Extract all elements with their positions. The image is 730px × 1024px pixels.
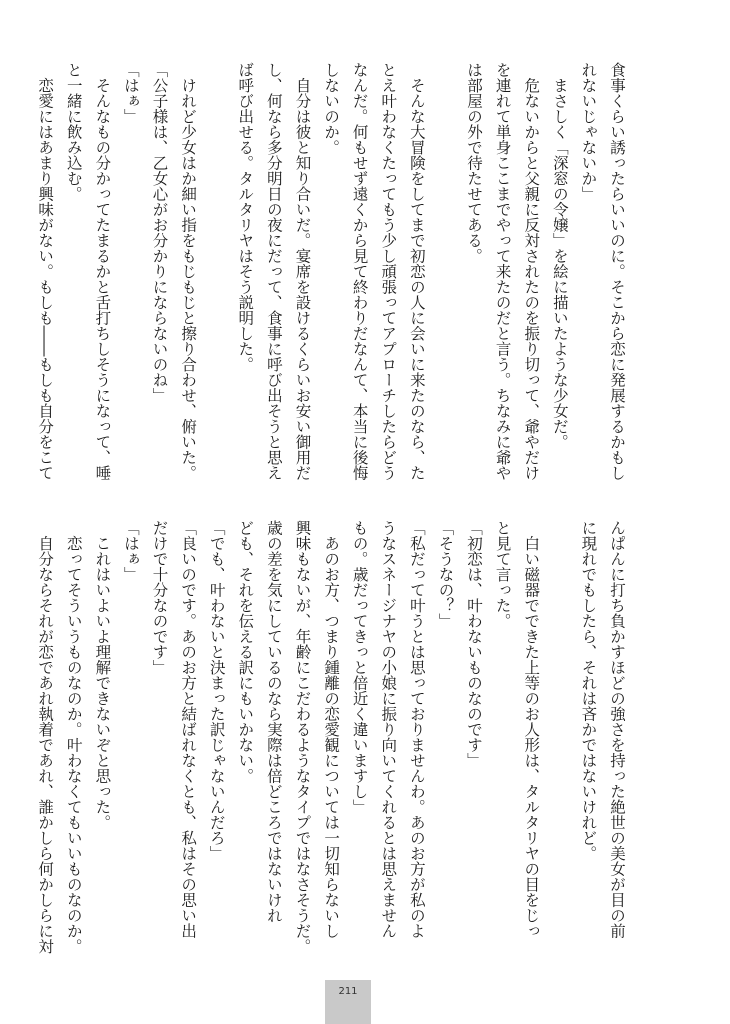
upper-text-block: [36, 62, 630, 512]
text-line: もの。歳だってきっと倍近く違いますし」: [350, 520, 369, 815]
text-line: 白い磁器でできた上等のお人形は、タルタリヤの目をじっ: [522, 520, 541, 939]
text-line: と見て言った。: [493, 520, 512, 629]
text-line: [432, 62, 458, 512]
text-line: とえ叶わなくたってもう少し頑張ってアプローチしたらどう: [379, 62, 398, 481]
text-line: 「そうなの？」: [436, 520, 455, 629]
page-number: 211: [325, 980, 371, 1024]
text-line: 興味もないが、年齢にこだわるようなタイプではなさそうだ。: [293, 520, 312, 954]
text-line: そんなもの分かってたまるかと舌打ちしそうになって、唾: [93, 62, 112, 481]
text-line: 自分は彼と知り合いだ。宴席を設けるくらいお安い御用だ: [293, 62, 312, 481]
text-line: [547, 520, 573, 960]
text-line: あのお方、つまり鍾離の恋愛観については一切知らないし: [322, 520, 341, 939]
text-line: そんな大冒険をしてまで初恋の人に会いに来たのなら、た: [407, 62, 426, 481]
text-line: まさしく「深窓の令嬢」を絵に描いたような少女だ。: [550, 62, 569, 450]
text-line: し、何なら多分明日の夜にだって、食事に呼び出そうと思え: [264, 62, 283, 481]
text-line: 「はぁ」: [121, 62, 140, 124]
text-line: 食事くらい誘ったらいいのに。そこから恋に発展するかもし: [608, 62, 626, 481]
text-line: 歳の差を気にしているのなら実際は倍どころではないけれ: [264, 520, 283, 923]
text-line: 「公子様は、乙女心がお分かりにならないのね」: [150, 62, 169, 403]
text-line: うなスネージナヤの小娘に振り向いてくれるとは思えません: [379, 520, 398, 939]
text-line: んぱんに打ち負かすほどの強さを持った絶世の美女が目の前: [608, 520, 626, 939]
text-line: けれど少女はか細い指をもじもじと擦り合わせ、俯いた。: [179, 62, 198, 481]
text-line: 「はぁ」: [121, 520, 140, 582]
text-line: 恋ってそういうものなのか。叶わなくてもいいものなのか。: [64, 520, 83, 954]
text-line: を連れて単身ここまでやって来たのだと言う。ちなみに爺や: [493, 62, 512, 481]
text-line: 「でも、叶わないと決まった訳じゃないんだろ」: [207, 520, 226, 861]
text-line: これはいよいよ理解できないぞと思った。: [93, 520, 112, 830]
text-line: しないのか。: [322, 62, 341, 155]
text-line: 「初恋は、叶わないものなのです」: [465, 520, 484, 768]
text-line: ば呼び出せる。タルタリヤはそう説明した。: [236, 62, 255, 372]
text-line: と一緒に飲み込む。: [64, 62, 83, 202]
text-line: に現れでもしたら、それは吝かではないけれど。: [579, 520, 598, 861]
text-line: ども、それを伝える訳にもいかない。: [236, 520, 255, 784]
text-line: は部屋の外で待たせてある。: [465, 62, 484, 264]
text-line: だけで十分なのです」: [150, 520, 169, 675]
text-line: 「良いのです。あのお方と結ばれなくとも、私はその思い出: [179, 520, 198, 939]
text-line: 「私だって叶うとは思っておりませんわ。あのお方が私のよ: [407, 520, 426, 939]
text-line: 危ないからと父親に反対されたのを振り切って、爺やだけ: [522, 62, 541, 481]
text-line: [204, 62, 230, 512]
text-line: 自分ならそれが恋であれ執着であれ、誰かしら何かしらに対: [36, 520, 55, 954]
text-line: れないじゃないか」: [579, 62, 598, 202]
lower-text-block: [36, 520, 630, 960]
text-line: なんだ。何もせず遠くから見て終わりだなんて、本当に後悔: [350, 62, 369, 481]
text-line: 恋愛にはあまり興味がない。もしも――もしも自分をこて: [36, 62, 55, 481]
